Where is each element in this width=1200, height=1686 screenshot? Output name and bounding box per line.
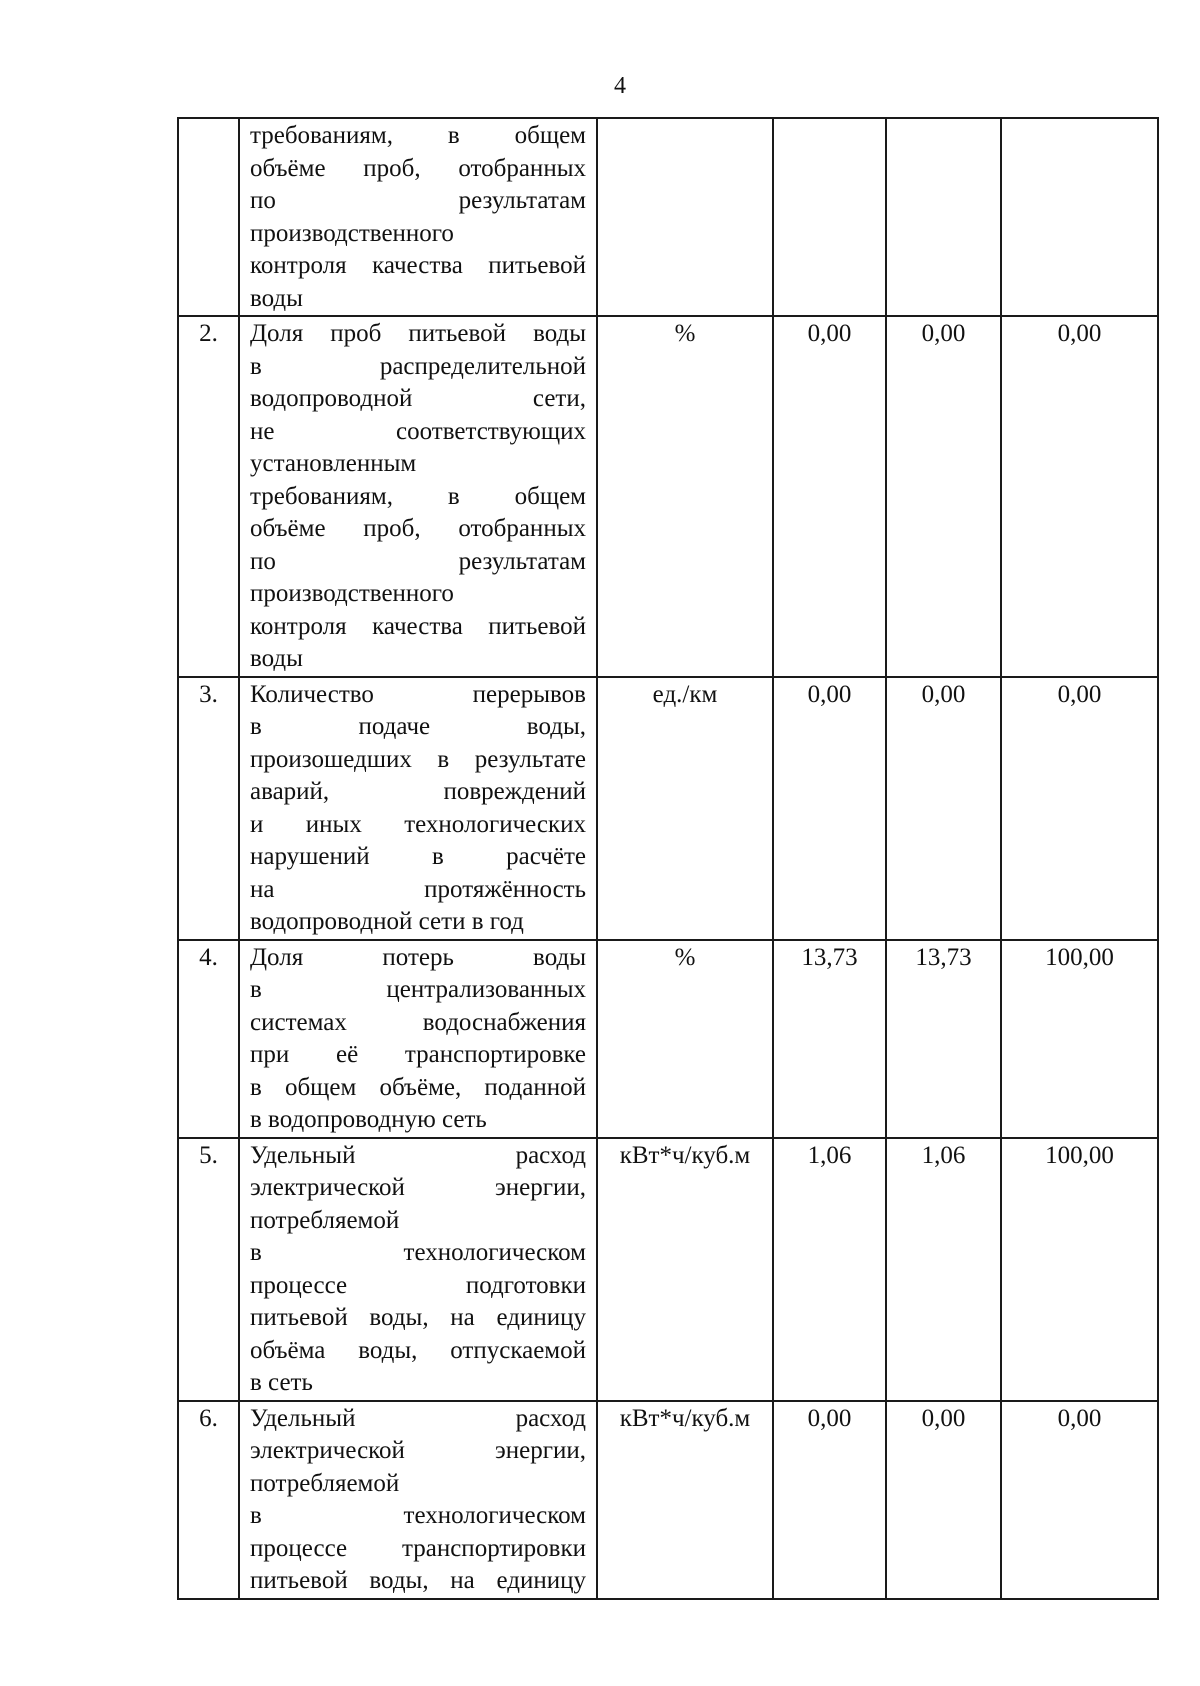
value-1: 1,06 <box>807 1141 852 1169</box>
description-line: в технологическом <box>250 1239 586 1266</box>
description-line: водопроводной сети, <box>250 385 586 412</box>
value-2: 1,06 <box>921 1141 966 1169</box>
indicator-description-cell <box>239 677 597 940</box>
value-2-cell <box>886 940 1001 1138</box>
row-number-cell <box>178 1401 239 1599</box>
value-1-cell <box>773 316 886 677</box>
value-2 <box>887 119 1000 120</box>
description-line: Количество перерывов <box>250 680 586 708</box>
table-row <box>178 1138 1158 1401</box>
indicator-description <box>240 1139 596 1400</box>
indicator-description <box>240 1402 596 1598</box>
value-2: 0,00 <box>921 1404 966 1432</box>
table-body <box>178 118 1158 1599</box>
value-3 <box>1002 119 1157 120</box>
description-line: потребляемой <box>250 1469 400 1497</box>
indicator-description <box>240 941 596 1137</box>
indicator-description-cell <box>239 940 597 1138</box>
description-line: в технологическом <box>250 1502 586 1529</box>
row-number <box>179 119 238 120</box>
value-3: 0,00 <box>1057 680 1102 708</box>
description-line: в централизованных <box>250 976 586 1003</box>
description-line: произошедших в результате <box>250 745 586 773</box>
value-1: 13,73 <box>801 943 858 971</box>
unit-cell <box>597 1138 773 1401</box>
page-number: 4 <box>614 73 626 99</box>
description-line: по результатам <box>250 547 586 575</box>
description-line: Доля потерь воды <box>250 943 586 971</box>
row-number-cell <box>178 316 239 677</box>
description-line: контроля качества питьевой <box>250 612 586 640</box>
description-line: процессе подготовки <box>250 1271 586 1299</box>
description-line: объёме проб, отобранных <box>250 154 586 182</box>
description-line: в подаче воды, <box>250 713 586 740</box>
unit-cell <box>597 1401 773 1599</box>
indicator-description <box>240 678 596 939</box>
unit: ед./км <box>652 680 718 708</box>
value-3: 0,00 <box>1057 320 1102 347</box>
value-2-cell <box>886 677 1001 940</box>
value-3: 100,00 <box>1045 943 1114 971</box>
unit: % <box>674 320 696 347</box>
value-2-cell <box>886 1138 1001 1401</box>
value-3-cell <box>1001 1401 1158 1599</box>
description-line: контроля качества питьевой <box>250 252 586 279</box>
table-row <box>178 118 1158 316</box>
description-line: в общем объёме, поданной <box>250 1073 586 1101</box>
unit: кВт*ч/куб.м <box>619 1404 751 1432</box>
description-line: питьевой воды, на единицу <box>250 1567 586 1594</box>
indicator-description <box>240 119 596 315</box>
description-line: на протяжённость <box>250 875 586 903</box>
description-line: электрической энергии, <box>250 1174 586 1201</box>
description-line: требованиям, в общем <box>250 482 586 510</box>
description-line: в сеть <box>250 1369 313 1396</box>
value-3: 100,00 <box>1045 1141 1114 1169</box>
value-1-cell <box>773 677 886 940</box>
value-2: 13,73 <box>915 943 972 971</box>
row-number-cell <box>178 940 239 1138</box>
table-row <box>178 940 1158 1138</box>
value-1-cell <box>773 118 886 316</box>
value-1 <box>774 119 885 120</box>
row-number: 4. <box>199 943 218 971</box>
value-2-cell <box>886 118 1001 316</box>
description-line: по результатам <box>250 187 586 214</box>
description-line: в водопроводную сеть <box>250 1106 487 1133</box>
row-number: 5. <box>199 1141 218 1169</box>
description-line: в распределительной <box>250 352 586 380</box>
value-1: 0,00 <box>807 320 852 347</box>
row-number-cell <box>178 1138 239 1401</box>
description-line: процессе транспортировки <box>250 1534 586 1562</box>
description-line: воды <box>250 645 303 672</box>
unit-cell <box>597 118 773 316</box>
description-line: объёме проб, отобранных <box>250 515 586 542</box>
value-3-cell <box>1001 677 1158 940</box>
value-2: 0,00 <box>921 680 966 708</box>
indicator-description-cell <box>239 1138 597 1401</box>
unit-cell <box>597 316 773 677</box>
indicator-description-cell <box>239 118 597 316</box>
table-row <box>178 316 1158 677</box>
unit <box>598 119 772 120</box>
description-line: установленным <box>250 450 417 477</box>
value-2-cell <box>886 1401 1001 1599</box>
description-line: воды <box>250 284 303 312</box>
indicator-description-cell <box>239 1401 597 1599</box>
value-2: 0,00 <box>921 320 966 347</box>
value-3-cell <box>1001 118 1158 316</box>
row-number: 2. <box>199 320 218 347</box>
row-number-cell <box>178 677 239 940</box>
row-number-cell <box>178 118 239 316</box>
description-line: и иных технологических <box>250 810 586 838</box>
indicator-description <box>240 317 596 676</box>
description-line: аварий, повреждений <box>250 778 586 805</box>
table-row <box>178 677 1158 940</box>
indicator-description-cell <box>239 316 597 677</box>
value-3-cell <box>1001 940 1158 1138</box>
value-1: 0,00 <box>807 1404 852 1432</box>
value-1-cell <box>773 1138 886 1401</box>
value-1: 0,00 <box>807 680 852 708</box>
indicators-table <box>177 117 1159 1600</box>
value-2-cell <box>886 316 1001 677</box>
description-line: не соответствующих <box>250 417 586 445</box>
description-line: водопроводной сети в год <box>250 908 524 935</box>
description-line: при её транспортировке <box>250 1041 586 1068</box>
unit: кВт*ч/куб.м <box>619 1141 751 1169</box>
unit: % <box>674 943 696 971</box>
value-3-cell <box>1001 1138 1158 1401</box>
description-line: Удельный расход <box>250 1141 586 1169</box>
description-line: потребляемой <box>250 1206 400 1234</box>
unit-cell <box>597 677 773 940</box>
row-number: 6. <box>199 1404 218 1432</box>
description-line: питьевой воды, на единицу <box>250 1304 586 1331</box>
description-line: нарушений в расчёте <box>250 843 586 870</box>
description-line: объёма воды, отпускаемой <box>250 1336 586 1364</box>
value-3: 0,00 <box>1057 1404 1102 1432</box>
value-1-cell <box>773 1401 886 1599</box>
description-line: системах водоснабжения <box>250 1008 586 1036</box>
description-line: требованиям, в общем <box>250 122 586 149</box>
value-1-cell <box>773 940 886 1138</box>
description-line: производственного <box>250 580 454 607</box>
description-line: Доля проб питьевой воды <box>250 320 586 347</box>
description-line: электрической энергии, <box>250 1437 586 1464</box>
row-number: 3. <box>199 680 218 708</box>
value-3-cell <box>1001 316 1158 677</box>
unit-cell <box>597 940 773 1138</box>
description-line: Удельный расход <box>250 1404 586 1432</box>
description-line: производственного <box>250 219 454 247</box>
table-row <box>178 1401 1158 1599</box>
